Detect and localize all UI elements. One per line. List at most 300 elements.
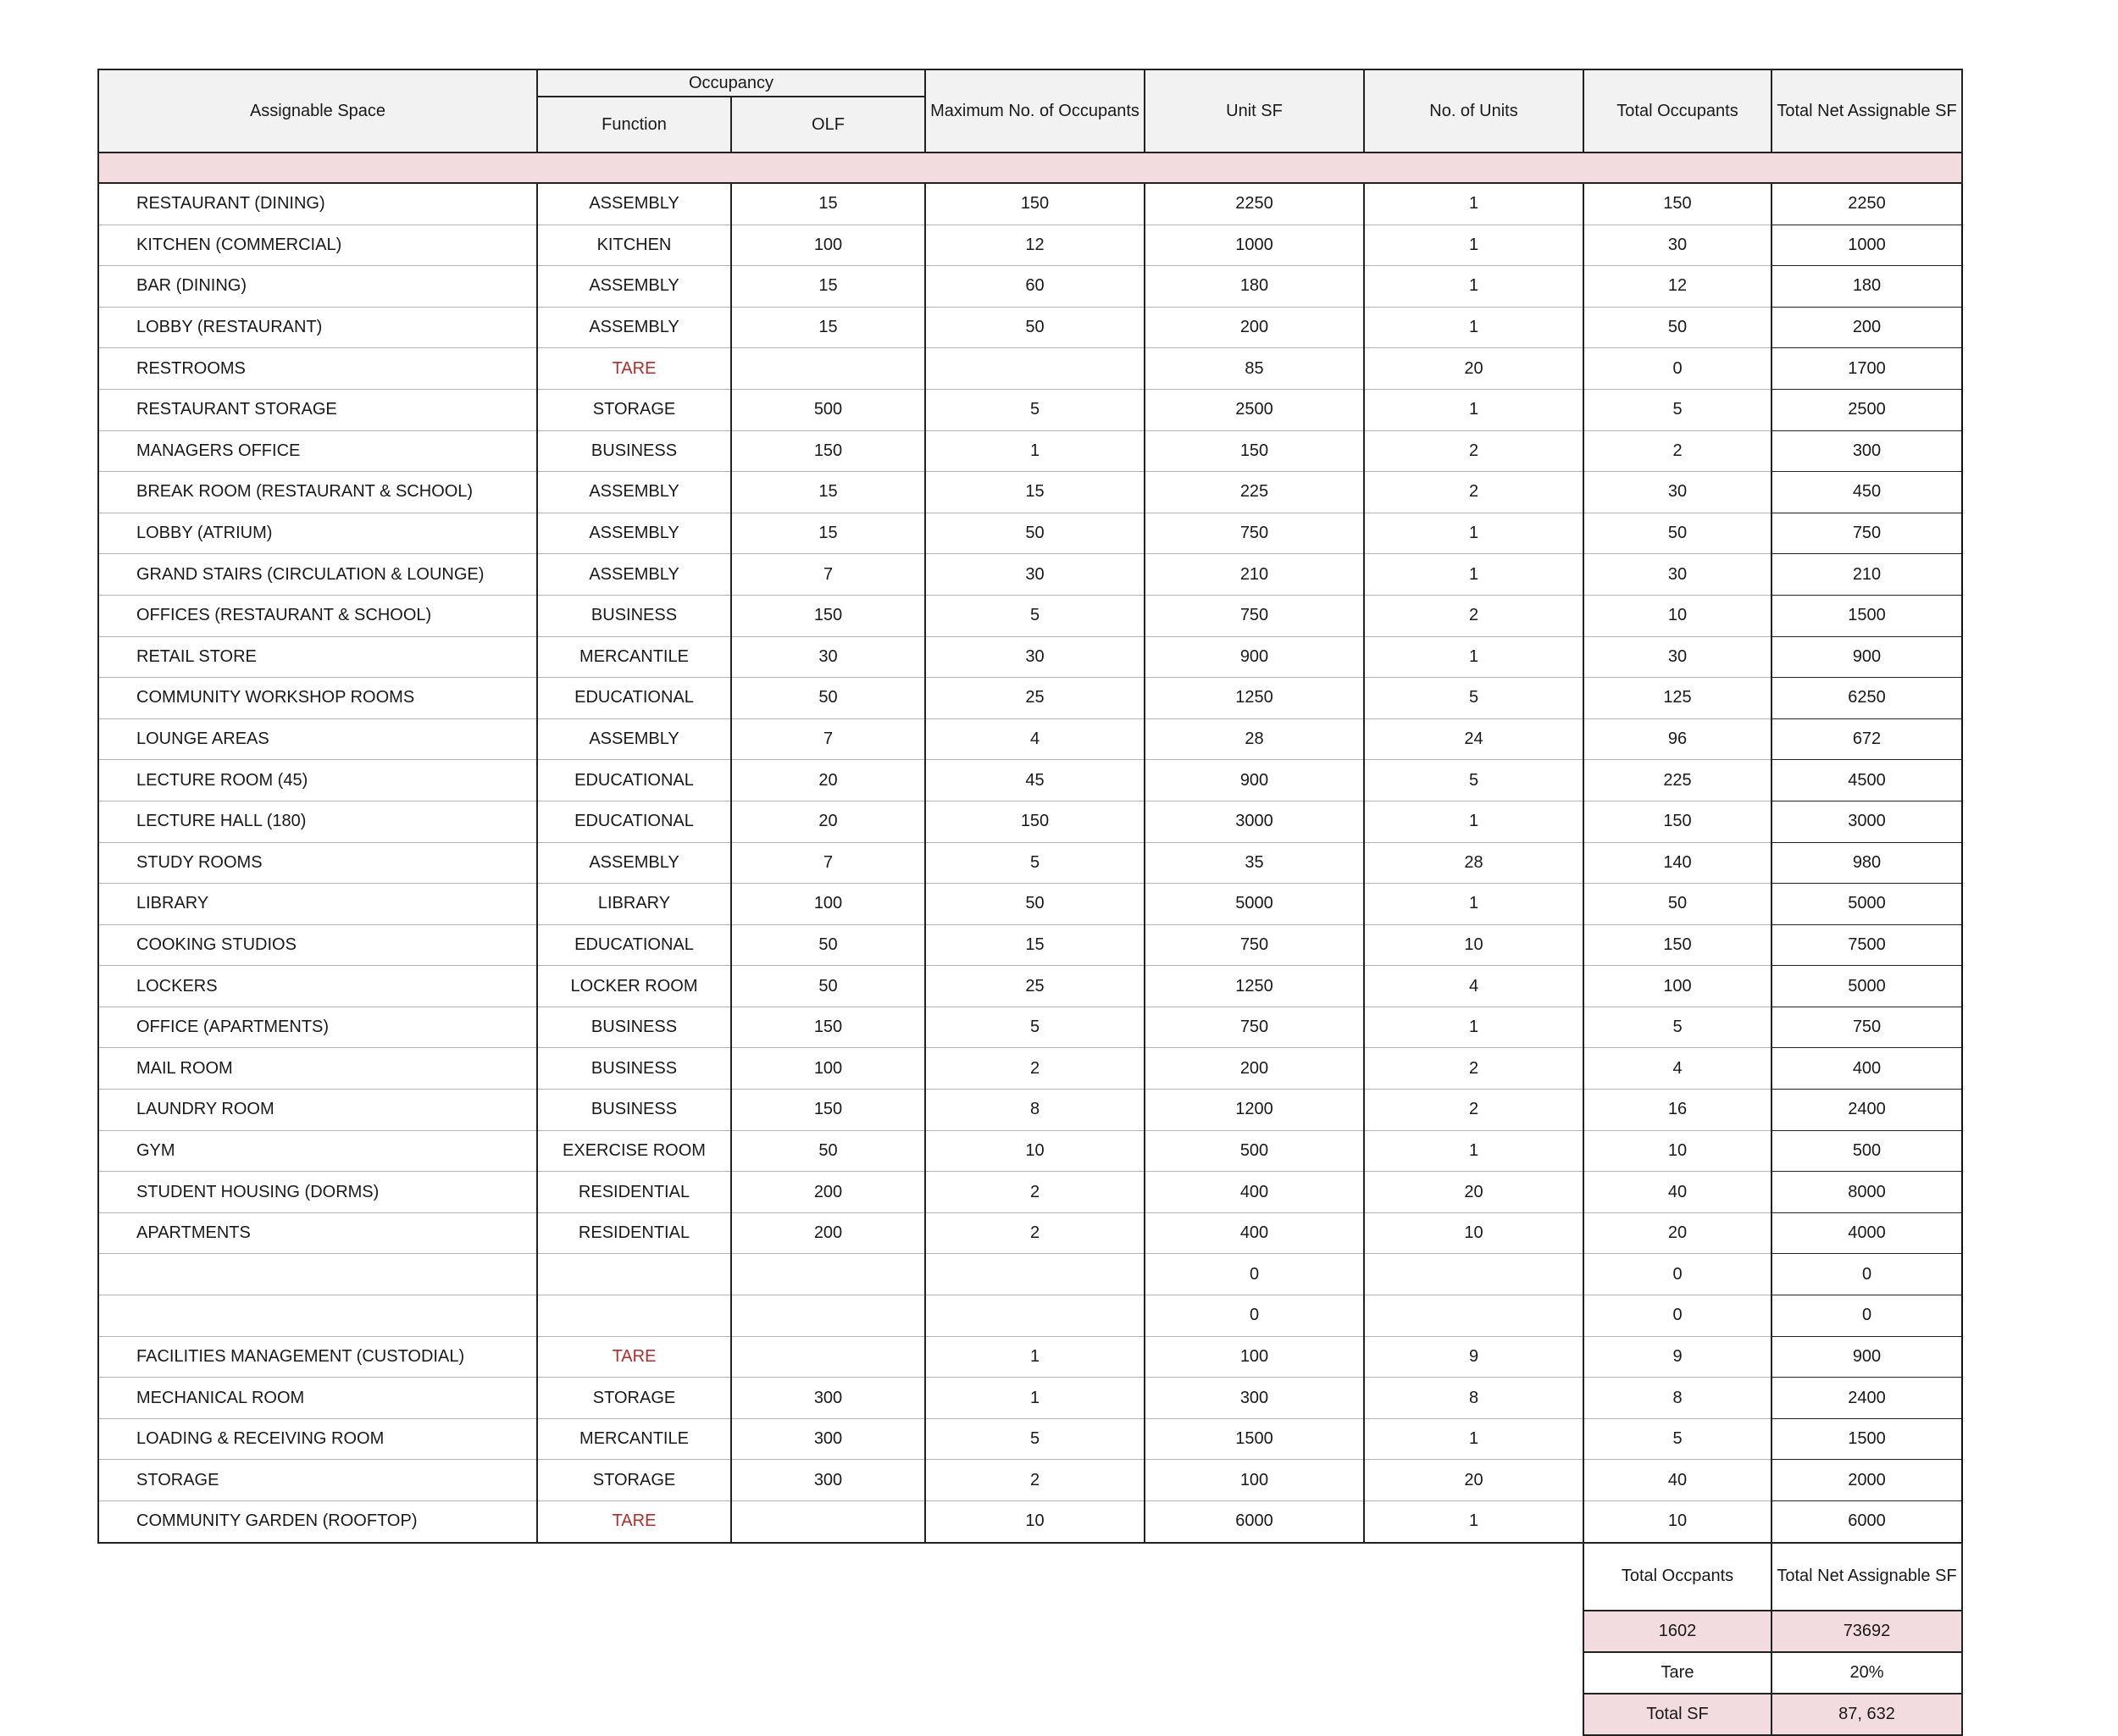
cell-olf: 20 [731, 801, 925, 842]
cell-max-occupants: 15 [925, 472, 1145, 513]
cell-max-occupants: 5 [925, 389, 1145, 430]
cell-max-occupants [925, 1254, 1145, 1295]
cell-max-occupants: 2 [925, 1460, 1145, 1501]
table-row [98, 1501, 1962, 1543]
cell-unit-sf: 5000 [1145, 884, 1364, 925]
cell-assignable-space: LECTURE HALL (180) [98, 801, 537, 842]
cell-max-occupants: 10 [925, 1501, 1145, 1543]
table-row [98, 307, 1962, 348]
cell-olf: 30 [731, 636, 925, 678]
cell-function: ASSEMBLY [537, 513, 731, 554]
cell-olf: 200 [731, 1172, 925, 1213]
cell-total-nasf: 1500 [1771, 595, 1962, 636]
cell-num-units: 1 [1364, 266, 1583, 308]
cell-assignable-space: COMMUNITY WORKSHOP ROOMS [98, 678, 537, 719]
cell-total-nasf: 1500 [1771, 1418, 1962, 1460]
cell-total-nasf: 6000 [1771, 1501, 1962, 1543]
cell-total-nasf: 8000 [1771, 1172, 1962, 1213]
cell-assignable-space: FACILITIES MANAGEMENT (CUSTODIAL) [98, 1336, 537, 1378]
cell-max-occupants: 150 [925, 801, 1145, 842]
cell-num-units: 1 [1364, 636, 1583, 678]
cell-function: LIBRARY [537, 884, 731, 925]
cell-assignable-space: MECHANICAL ROOM [98, 1378, 537, 1419]
cell-olf [731, 348, 925, 390]
cell-total-occupants: 225 [1583, 760, 1771, 801]
cell-unit-sf: 200 [1145, 307, 1364, 348]
cell-max-occupants: 60 [925, 266, 1145, 308]
cell-total-occupants: 50 [1583, 513, 1771, 554]
cell-num-units: 20 [1364, 1172, 1583, 1213]
cell-assignable-space: KITCHEN (COMMERCIAL) [98, 225, 537, 266]
cell-num-units: 1 [1364, 554, 1583, 596]
cell-num-units: 9 [1364, 1336, 1583, 1378]
table-row [98, 1460, 1962, 1501]
cell-total-nasf: 980 [1771, 842, 1962, 884]
cell-function: RESIDENTIAL [537, 1212, 731, 1254]
table-row [98, 966, 1962, 1007]
cell-function: STORAGE [537, 1460, 731, 1501]
header-assignable-space: Assignable Space [98, 69, 537, 153]
cell-total-occupants: 30 [1583, 636, 1771, 678]
header-occupancy: Occupancy [537, 69, 925, 97]
cell-unit-sf: 35 [1145, 842, 1364, 884]
cell-num-units: 28 [1364, 842, 1583, 884]
table-row [98, 348, 1962, 390]
cell-total-nasf: 2400 [1771, 1090, 1962, 1131]
table-row [98, 266, 1962, 308]
cell-total-nasf: 900 [1771, 1336, 1962, 1378]
cell-num-units: 1 [1364, 884, 1583, 925]
cell-function: EDUCATIONAL [537, 760, 731, 801]
cell-num-units: 2 [1364, 1090, 1583, 1131]
cell-assignable-space: LOBBY (ATRIUM) [98, 513, 537, 554]
cell-max-occupants: 50 [925, 513, 1145, 554]
cell-assignable-space: BAR (DINING) [98, 266, 537, 308]
table-row [98, 1048, 1962, 1090]
cell-total-nasf: 2250 [1771, 183, 1962, 225]
cell-total-occupants: 5 [1583, 1418, 1771, 1460]
cell-total-nasf: 6250 [1771, 678, 1962, 719]
cell-olf: 15 [731, 513, 925, 554]
table-row [98, 595, 1962, 636]
cell-olf: 7 [731, 554, 925, 596]
cell-max-occupants: 30 [925, 636, 1145, 678]
cell-unit-sf: 0 [1145, 1295, 1364, 1337]
cell-max-occupants: 45 [925, 760, 1145, 801]
cell-unit-sf: 1200 [1145, 1090, 1364, 1131]
cell-olf: 300 [731, 1378, 925, 1419]
header-total-nasf: Total Net Assignable SF [1771, 69, 1962, 153]
cell-num-units: 20 [1364, 348, 1583, 390]
cell-total-occupants: 150 [1583, 924, 1771, 966]
cell-total-occupants: 50 [1583, 884, 1771, 925]
table-row [98, 1130, 1962, 1172]
cell-max-occupants: 5 [925, 1007, 1145, 1048]
cell-unit-sf: 1000 [1145, 225, 1364, 266]
cell-total-occupants: 30 [1583, 225, 1771, 266]
table-row [98, 513, 1962, 554]
cell-function: STORAGE [537, 389, 731, 430]
table-row [98, 183, 1962, 225]
cell-num-units: 1 [1364, 1007, 1583, 1048]
cell-num-units: 1 [1364, 225, 1583, 266]
summary-block [98, 1543, 1962, 1735]
cell-total-nasf: 750 [1771, 1007, 1962, 1048]
cell-olf: 300 [731, 1418, 925, 1460]
cell-assignable-space: RESTAURANT (DINING) [98, 183, 537, 225]
table-row [98, 1172, 1962, 1213]
cell-max-occupants: 25 [925, 966, 1145, 1007]
cell-function: ASSEMBLY [537, 842, 731, 884]
header-olf: OLF [731, 97, 925, 153]
cell-olf: 200 [731, 1212, 925, 1254]
cell-total-occupants: 0 [1583, 1295, 1771, 1337]
cell-total-nasf: 4500 [1771, 760, 1962, 801]
cell-total-nasf: 7500 [1771, 924, 1962, 966]
cell-total-occupants: 4 [1583, 1048, 1771, 1090]
header-max-occupants: Maximum No. of Occupants [925, 69, 1145, 153]
cell-unit-sf: 85 [1145, 348, 1364, 390]
cell-total-occupants: 12 [1583, 266, 1771, 308]
cell-assignable-space: LOUNGE AREAS [98, 718, 537, 760]
cell-function: EDUCATIONAL [537, 801, 731, 842]
cell-total-nasf: 450 [1771, 472, 1962, 513]
cell-unit-sf: 210 [1145, 554, 1364, 596]
table-row [98, 801, 1962, 842]
cell-function: ASSEMBLY [537, 266, 731, 308]
cell-max-occupants: 25 [925, 678, 1145, 719]
cell-function: ASSEMBLY [537, 718, 731, 760]
cell-max-occupants: 8 [925, 1090, 1145, 1131]
cell-total-nasf: 5000 [1771, 966, 1962, 1007]
cell-assignable-space [98, 1254, 537, 1295]
cell-num-units: 8 [1364, 1378, 1583, 1419]
cell-assignable-space: BREAK ROOM (RESTAURANT & SCHOOL) [98, 472, 537, 513]
cell-assignable-space: GRAND STAIRS (CIRCULATION & LOUNGE) [98, 554, 537, 596]
cell-unit-sf: 0 [1145, 1254, 1364, 1295]
cell-total-occupants: 16 [1583, 1090, 1771, 1131]
cell-unit-sf: 500 [1145, 1130, 1364, 1172]
cell-max-occupants: 4 [925, 718, 1145, 760]
cell-unit-sf: 150 [1145, 430, 1364, 472]
cell-max-occupants: 15 [925, 924, 1145, 966]
cell-unit-sf: 750 [1145, 924, 1364, 966]
cell-total-nasf: 210 [1771, 554, 1962, 596]
cell-num-units: 1 [1364, 1418, 1583, 1460]
cell-unit-sf: 1250 [1145, 678, 1364, 719]
cell-function: TARE [537, 348, 731, 390]
cell-total-occupants: 96 [1583, 718, 1771, 760]
cell-max-occupants: 2 [925, 1212, 1145, 1254]
table-row [98, 472, 1962, 513]
cell-function: BUSINESS [537, 595, 731, 636]
summary-total-nasf-label: Total Net Assignable SF [1771, 1543, 1962, 1611]
cell-num-units: 20 [1364, 1460, 1583, 1501]
cell-olf: 15 [731, 472, 925, 513]
cell-function: ASSEMBLY [537, 472, 731, 513]
cell-unit-sf: 28 [1145, 718, 1364, 760]
cell-assignable-space: RESTROOMS [98, 348, 537, 390]
cell-total-occupants: 10 [1583, 1130, 1771, 1172]
cell-total-occupants: 0 [1583, 1254, 1771, 1295]
section-band [98, 153, 1962, 183]
cell-olf: 300 [731, 1460, 925, 1501]
table-row [98, 842, 1962, 884]
cell-olf: 50 [731, 678, 925, 719]
cell-total-occupants: 0 [1583, 348, 1771, 390]
summary-tare-label: Tare [1583, 1652, 1771, 1694]
cell-function: BUSINESS [537, 1048, 731, 1090]
summary-tare-value: 20% [1771, 1652, 1962, 1694]
cell-num-units: 1 [1364, 513, 1583, 554]
cell-olf: 100 [731, 225, 925, 266]
cell-assignable-space: LOADING & RECEIVING ROOM [98, 1418, 537, 1460]
cell-unit-sf: 2250 [1145, 183, 1364, 225]
cell-total-occupants: 40 [1583, 1172, 1771, 1213]
summary-total-nasf-value: 73692 [1771, 1611, 1962, 1652]
cell-total-occupants: 10 [1583, 1501, 1771, 1543]
cell-unit-sf: 900 [1145, 636, 1364, 678]
cell-max-occupants: 5 [925, 1418, 1145, 1460]
cell-olf: 150 [731, 1007, 925, 1048]
cell-total-nasf: 672 [1771, 718, 1962, 760]
cell-olf: 150 [731, 1090, 925, 1131]
cell-assignable-space: APARTMENTS [98, 1212, 537, 1254]
table-row [98, 1418, 1962, 1460]
header-num-units: No. of Units [1364, 69, 1583, 153]
cell-total-nasf: 2500 [1771, 389, 1962, 430]
table-row [98, 884, 1962, 925]
cell-assignable-space: GYM [98, 1130, 537, 1172]
cell-assignable-space: OFFICE (APARTMENTS) [98, 1007, 537, 1048]
cell-assignable-space: RESTAURANT STORAGE [98, 389, 537, 430]
cell-num-units [1364, 1254, 1583, 1295]
table-row [98, 1212, 1962, 1254]
summary-total-sf-label: Total SF [1583, 1694, 1771, 1735]
cell-assignable-space: STORAGE [98, 1460, 537, 1501]
cell-olf [731, 1254, 925, 1295]
cell-num-units: 1 [1364, 1501, 1583, 1543]
cell-function: ASSEMBLY [537, 554, 731, 596]
cell-unit-sf: 2500 [1145, 389, 1364, 430]
cell-num-units [1364, 1295, 1583, 1337]
cell-function [537, 1254, 731, 1295]
cell-assignable-space: LECTURE ROOM (45) [98, 760, 537, 801]
cell-total-occupants: 5 [1583, 389, 1771, 430]
cell-max-occupants: 5 [925, 842, 1145, 884]
cell-num-units: 24 [1364, 718, 1583, 760]
cell-total-occupants: 125 [1583, 678, 1771, 719]
cell-unit-sf: 200 [1145, 1048, 1364, 1090]
cell-total-occupants: 50 [1583, 307, 1771, 348]
summary-total-sf-value: 87, 632 [1771, 1694, 1962, 1735]
cell-unit-sf: 100 [1145, 1460, 1364, 1501]
cell-assignable-space: STUDENT HOUSING (DORMS) [98, 1172, 537, 1213]
cell-function: STORAGE [537, 1378, 731, 1419]
cell-total-occupants: 150 [1583, 183, 1771, 225]
cell-max-occupants [925, 1295, 1145, 1337]
cell-num-units: 2 [1364, 430, 1583, 472]
cell-assignable-space: LIBRARY [98, 884, 537, 925]
cell-olf: 150 [731, 595, 925, 636]
cell-olf [731, 1501, 925, 1543]
cell-num-units: 2 [1364, 1048, 1583, 1090]
cell-function: RESIDENTIAL [537, 1172, 731, 1213]
cell-olf: 100 [731, 1048, 925, 1090]
cell-total-nasf: 1700 [1771, 348, 1962, 390]
table-row [98, 760, 1962, 801]
cell-unit-sf: 400 [1145, 1212, 1364, 1254]
cell-function: MERCANTILE [537, 636, 731, 678]
cell-num-units: 1 [1364, 1130, 1583, 1172]
cell-max-occupants: 1 [925, 1378, 1145, 1419]
cell-max-occupants: 10 [925, 1130, 1145, 1172]
table-row [98, 924, 1962, 966]
header-unit-sf: Unit SF [1145, 69, 1364, 153]
cell-total-occupants: 20 [1583, 1212, 1771, 1254]
cell-olf [731, 1336, 925, 1378]
cell-total-nasf: 300 [1771, 430, 1962, 472]
cell-assignable-space: STUDY ROOMS [98, 842, 537, 884]
table-row [98, 678, 1962, 719]
cell-num-units: 10 [1364, 924, 1583, 966]
cell-function: ASSEMBLY [537, 183, 731, 225]
cell-total-occupants: 150 [1583, 801, 1771, 842]
header-total-occupants: Total Occupants [1583, 69, 1771, 153]
table-row [98, 636, 1962, 678]
cell-olf [731, 1295, 925, 1337]
cell-olf: 20 [731, 760, 925, 801]
cell-total-nasf: 180 [1771, 266, 1962, 308]
cell-unit-sf: 300 [1145, 1378, 1364, 1419]
table-row [98, 1254, 1962, 1295]
header-function: Function [537, 97, 731, 153]
cell-total-occupants: 30 [1583, 472, 1771, 513]
cell-assignable-space: LOBBY (RESTAURANT) [98, 307, 537, 348]
cell-function: TARE [537, 1336, 731, 1378]
table-row [98, 1378, 1962, 1419]
cell-function: LOCKER ROOM [537, 966, 731, 1007]
cell-total-nasf: 2400 [1771, 1378, 1962, 1419]
cell-total-occupants: 9 [1583, 1336, 1771, 1378]
cell-assignable-space: LAUNDRY ROOM [98, 1090, 537, 1131]
cell-num-units: 1 [1364, 389, 1583, 430]
cell-function: TARE [537, 1501, 731, 1543]
cell-unit-sf: 100 [1145, 1336, 1364, 1378]
cell-max-occupants: 2 [925, 1048, 1145, 1090]
cell-total-nasf: 500 [1771, 1130, 1962, 1172]
cell-unit-sf: 225 [1145, 472, 1364, 513]
cell-unit-sf: 180 [1145, 266, 1364, 308]
cell-assignable-space: COMMUNITY GARDEN (ROOFTOP) [98, 1501, 537, 1543]
cell-olf: 500 [731, 389, 925, 430]
cell-total-occupants: 100 [1583, 966, 1771, 1007]
summary-total-occupants-value: 1602 [1583, 1611, 1771, 1652]
cell-olf: 15 [731, 307, 925, 348]
table-row [98, 1007, 1962, 1048]
cell-olf: 7 [731, 718, 925, 760]
table-row [98, 554, 1962, 596]
cell-function: MERCANTILE [537, 1418, 731, 1460]
cell-unit-sf: 3000 [1145, 801, 1364, 842]
cell-function: ASSEMBLY [537, 307, 731, 348]
cell-olf: 15 [731, 183, 925, 225]
cell-total-nasf: 4000 [1771, 1212, 1962, 1254]
table-row [98, 1336, 1962, 1378]
cell-total-nasf: 2000 [1771, 1460, 1962, 1501]
cell-total-occupants: 40 [1583, 1460, 1771, 1501]
cell-max-occupants: 1 [925, 1336, 1145, 1378]
cell-olf: 50 [731, 1130, 925, 1172]
cell-assignable-space: LOCKERS [98, 966, 537, 1007]
cell-max-occupants: 5 [925, 595, 1145, 636]
cell-unit-sf: 750 [1145, 513, 1364, 554]
cell-function: EDUCATIONAL [537, 924, 731, 966]
cell-num-units: 2 [1364, 472, 1583, 513]
cell-num-units: 2 [1364, 595, 1583, 636]
cell-assignable-space [98, 1295, 537, 1337]
table-row [98, 1090, 1962, 1131]
cell-num-units: 5 [1364, 760, 1583, 801]
cell-max-occupants: 30 [925, 554, 1145, 596]
cell-olf: 50 [731, 924, 925, 966]
cell-function: EXERCISE ROOM [537, 1130, 731, 1172]
table-row [98, 225, 1962, 266]
cell-total-occupants: 10 [1583, 595, 1771, 636]
table-header [98, 69, 1962, 183]
table-row [98, 389, 1962, 430]
cell-max-occupants: 12 [925, 225, 1145, 266]
cell-total-occupants: 5 [1583, 1007, 1771, 1048]
cell-unit-sf: 750 [1145, 595, 1364, 636]
cell-max-occupants: 50 [925, 884, 1145, 925]
cell-total-nasf: 0 [1771, 1295, 1962, 1337]
cell-max-occupants: 50 [925, 307, 1145, 348]
table-body [98, 183, 1962, 1543]
cell-num-units: 10 [1364, 1212, 1583, 1254]
cell-total-occupants: 8 [1583, 1378, 1771, 1419]
cell-unit-sf: 900 [1145, 760, 1364, 801]
cell-max-occupants: 1 [925, 430, 1145, 472]
cell-num-units: 1 [1364, 183, 1583, 225]
cell-total-occupants: 2 [1583, 430, 1771, 472]
cell-olf: 7 [731, 842, 925, 884]
cell-unit-sf: 1250 [1145, 966, 1364, 1007]
cell-unit-sf: 6000 [1145, 1501, 1364, 1543]
cell-olf: 50 [731, 966, 925, 1007]
cell-total-nasf: 750 [1771, 513, 1962, 554]
cell-total-nasf: 1000 [1771, 225, 1962, 266]
space-program-sheet [97, 69, 1961, 1736]
table-row [98, 718, 1962, 760]
cell-num-units: 4 [1364, 966, 1583, 1007]
cell-max-occupants: 150 [925, 183, 1145, 225]
cell-function [537, 1295, 731, 1337]
table-row [98, 430, 1962, 472]
cell-unit-sf: 400 [1145, 1172, 1364, 1213]
cell-function: EDUCATIONAL [537, 678, 731, 719]
cell-total-occupants: 30 [1583, 554, 1771, 596]
cell-total-nasf: 5000 [1771, 884, 1962, 925]
table-row [98, 1295, 1962, 1337]
cell-unit-sf: 1500 [1145, 1418, 1364, 1460]
cell-function: BUSINESS [537, 430, 731, 472]
cell-total-occupants: 140 [1583, 842, 1771, 884]
cell-assignable-space: MAIL ROOM [98, 1048, 537, 1090]
cell-function: BUSINESS [537, 1007, 731, 1048]
cell-assignable-space: OFFICES (RESTAURANT & SCHOOL) [98, 595, 537, 636]
cell-num-units: 1 [1364, 801, 1583, 842]
